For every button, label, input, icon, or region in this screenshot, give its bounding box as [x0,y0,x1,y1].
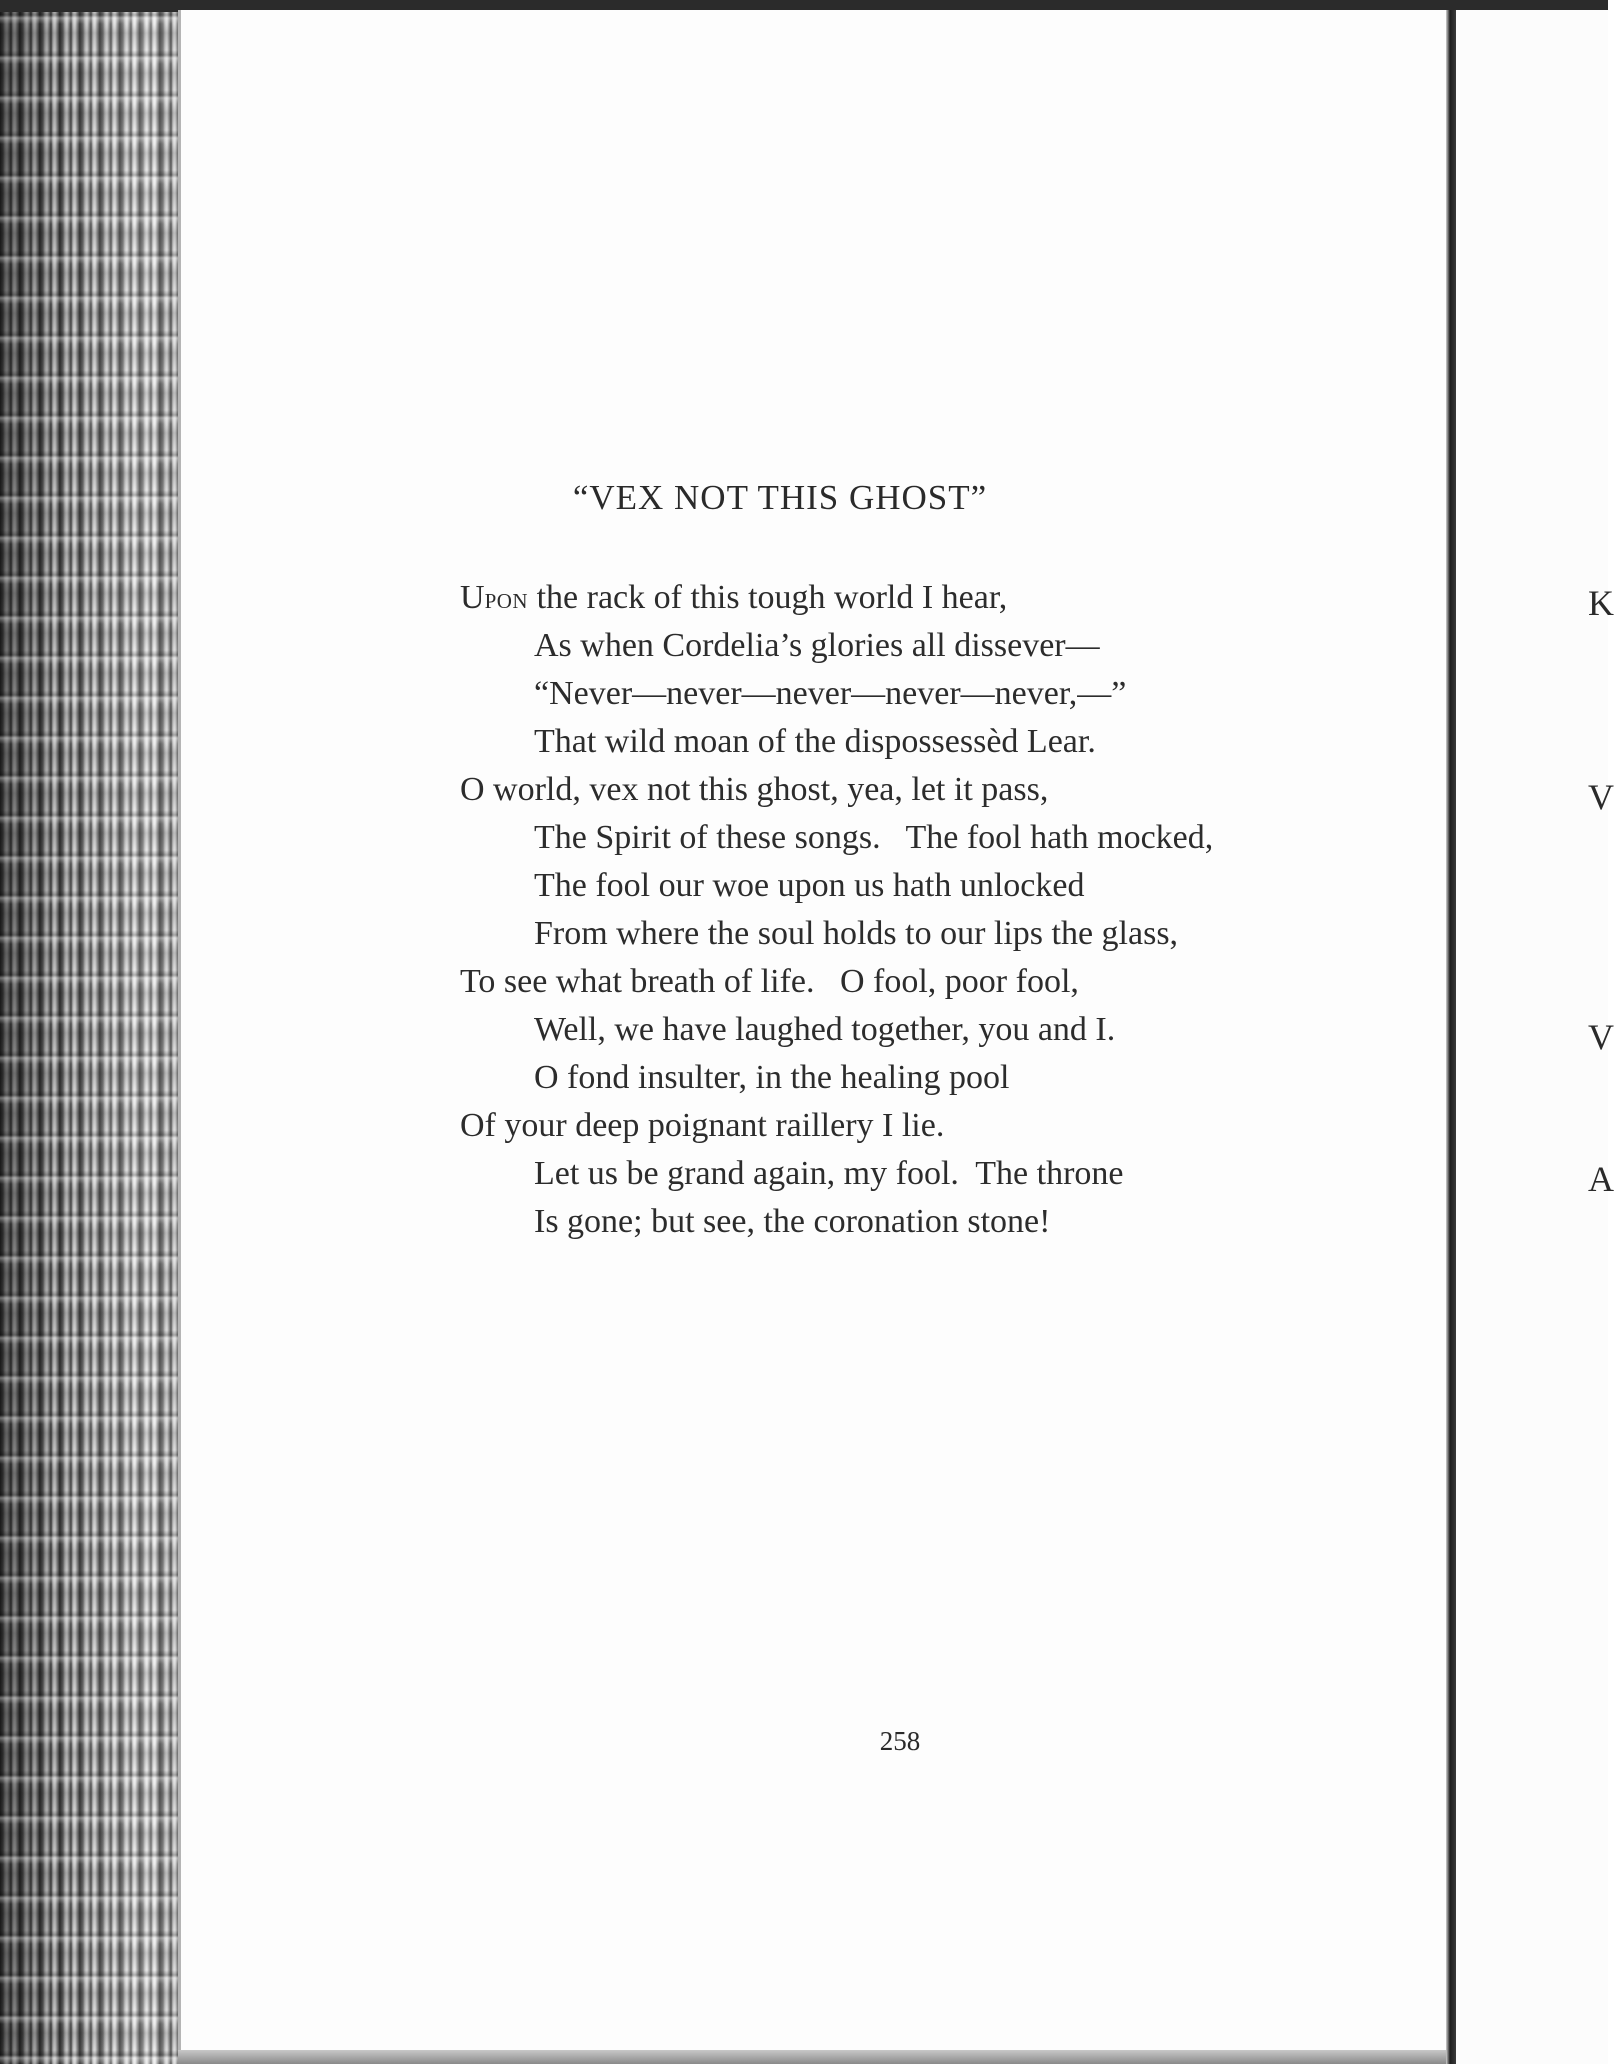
poem-line: “Never—never—never—never—never,—” [534,675,1127,712]
poem-line: Let us be grand again, my fool. The throne [534,1155,1124,1192]
poem-line: The Spirit of these songs. The fool hath mocked, [534,819,1214,856]
poem-line: Of your deep poignant raillery I lie. [460,1107,945,1144]
facing-page-fragment: V [1588,1017,1614,1057]
facing-page-fragment: V [1588,777,1614,817]
poem-line-first [460,574,1213,622]
poem-first-initial: U [460,579,485,616]
poem-line: Well, we have laughed together, you and I. [534,1011,1116,1048]
page-gutter [1446,10,1456,2064]
poem-line: O world, vex not this ghost, yea, let it pass, [460,771,1049,808]
facing-page-fragment: A [1588,1159,1614,1199]
poem-line: To see what breath of life. O fool, poor fool, [460,963,1079,1000]
poem-line: As when Cordelia’s glories all dissever— [534,627,1100,664]
poem-body [460,574,1213,1246]
book-fore-edge-grain [0,0,185,2064]
page-number: 258 [879,1726,921,1756]
poem-line: The fool our woe upon us hath unlocked [534,867,1085,904]
poem-title: “VEX NOT THIS GHOST” [572,478,988,517]
facing-page-fragment: K [1588,583,1614,623]
poem-first-word-rest: pon [484,582,529,615]
poem-first-line-rest: the rack of this tough world I hear, [528,579,1008,616]
poem-lines [460,622,1213,1246]
poem-line: Is gone; but see, the coronation stone! [534,1203,1051,1240]
facing-page [1456,10,1614,2064]
poem-line: That wild moan of the dispossessèd Lear. [534,723,1096,760]
poem-line: From where the soul holds to our lips the glass, [534,915,1179,952]
poem-line: O fond insulter, in the healing pool [534,1059,1010,1096]
page-bottom-edge [178,2050,1446,2064]
